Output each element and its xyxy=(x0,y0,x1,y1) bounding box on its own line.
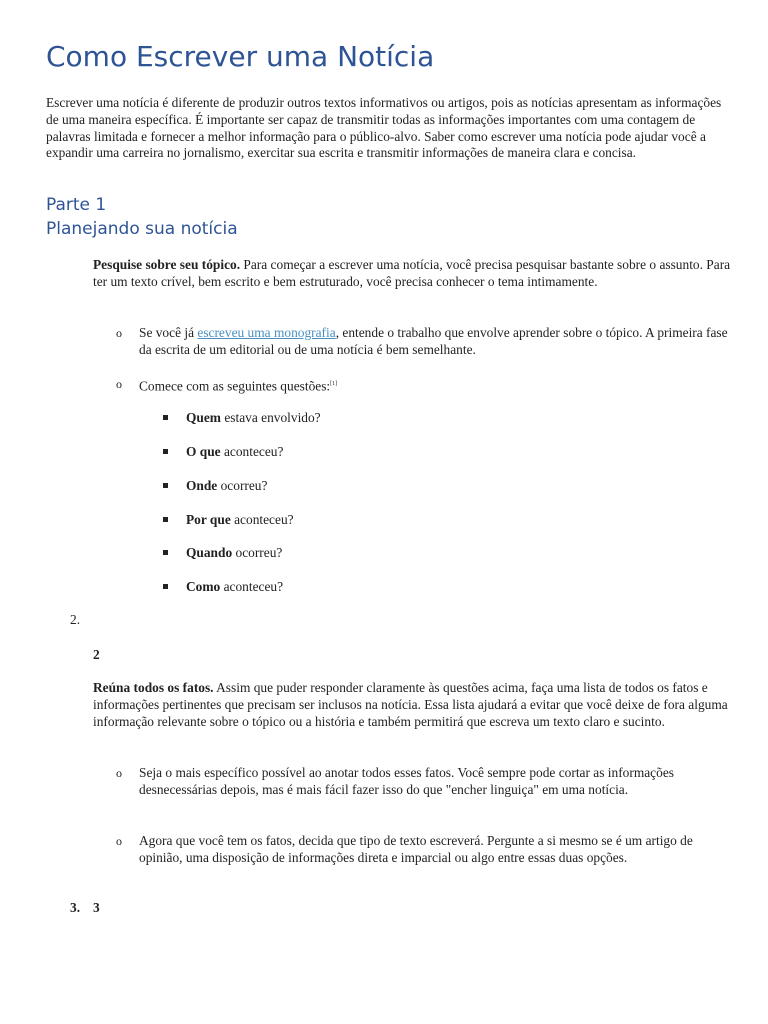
step1-text: Para começar a escrever uma notícia, você precisa pesquisar bastante sobre o assunto. Para ter um texto crível, bem escrito e bem estruturado, você precisa conhecer o tema intimamente. xyxy=(93,257,731,289)
question-text: aconteceu? xyxy=(220,579,284,594)
list-number-2: 2. xyxy=(70,612,81,627)
square-bullet xyxy=(163,517,168,522)
part-subtitle: Planejando sua notícia xyxy=(46,219,238,239)
question-keyword: Por que xyxy=(186,512,231,527)
sub1-after: , entende o trabalho que envolve aprender sobre o tópico. A primeira fase da escrita de um editorial ou de uma notícia é bem semelhante. xyxy=(139,325,728,357)
monografia-link[interactable]: escreveu uma monografia xyxy=(197,325,336,340)
step2-bold: Reúna todos os fatos. xyxy=(93,680,214,695)
intro-paragraph: Escrever uma notícia é diferente de produzir outros textos informativos ou artigos, pois as notícias apresentam as informações de uma maneira específica. É importante ser capaz de transmitir todas as informações importantes com uma contagem de palavras limitada e fornecer a melhor informação para o público-alvo. Saber como escrever uma notícia pode ajudar você a expandir uma carreira no jornalismo, exercitar sua escrita e transmitir informações de maneira clara e concisa. xyxy=(46,95,722,161)
question-keyword: Quando xyxy=(186,545,233,560)
step1-sub2 xyxy=(139,376,729,395)
sub1-before: Se você já xyxy=(139,325,198,340)
question-text: aconteceu? xyxy=(230,512,294,527)
step2-text: Assim que puder responder claramente às questões acima, faça uma lista de todos os fatos e informações pertinentes que precisam ser inclusos na notícia. Essa lista ajudará a evitar que você deixe de fora alguma informação relevante sobre o tópico ou a história e também permitirá que escreva um texto claro e sucinto. xyxy=(93,680,728,729)
bullet-marker: o xyxy=(116,834,122,848)
question-keyword: Como xyxy=(186,579,221,594)
question-item xyxy=(186,579,283,596)
step3-label: 3 xyxy=(93,900,100,915)
square-bullet xyxy=(163,584,168,589)
sub2-text: Comece com as seguintes questões: xyxy=(139,378,331,394)
bullet-marker: o xyxy=(116,766,122,780)
question-text: ocorreu? xyxy=(232,545,283,560)
bullet-marker: o xyxy=(116,326,122,340)
step2-paragraph xyxy=(93,680,733,730)
step2-sub1: Seja o mais específico possível ao anotar todos esses fatos. Você sempre pode cortar as informações desnecessárias depois, mas é mais fácil fazer isso do que "encher linguiça" em uma notícia. xyxy=(139,765,674,797)
step1-paragraph xyxy=(93,257,733,291)
question-item xyxy=(186,512,294,529)
question-text: aconteceu? xyxy=(220,444,284,459)
question-keyword: Onde xyxy=(186,478,218,493)
question-keyword: O que xyxy=(186,444,221,459)
step1-sub1 xyxy=(139,325,729,359)
question-item xyxy=(186,410,321,427)
square-bullet xyxy=(163,415,168,420)
question-text: ocorreu? xyxy=(217,478,268,493)
question-text: estava envolvido? xyxy=(220,410,321,425)
step2-sub2: Agora que você tem os fatos, decida que tipo de texto escreverá. Pergunte a si mesmo se é um artigo de opinião, uma disposição de informações direta e imparcial ou algo entre essas duas opções. xyxy=(139,833,693,865)
document-title: Como Escrever uma Notícia xyxy=(46,40,435,73)
list-number-3: 3. xyxy=(70,900,81,915)
question-item xyxy=(186,545,282,562)
square-bullet xyxy=(163,550,168,555)
question-item xyxy=(186,478,267,495)
step1-bold: Pesquise sobre seu tópico. xyxy=(93,257,241,272)
square-bullet xyxy=(163,449,168,454)
step2-label: 2 xyxy=(93,647,100,662)
footnote-ref[interactable]: [1] xyxy=(330,381,338,387)
bullet-marker: o xyxy=(116,377,122,391)
square-bullet xyxy=(163,483,168,488)
part-heading: Parte 1 xyxy=(46,195,107,215)
question-item xyxy=(186,444,283,461)
question-keyword: Quem xyxy=(186,410,221,425)
